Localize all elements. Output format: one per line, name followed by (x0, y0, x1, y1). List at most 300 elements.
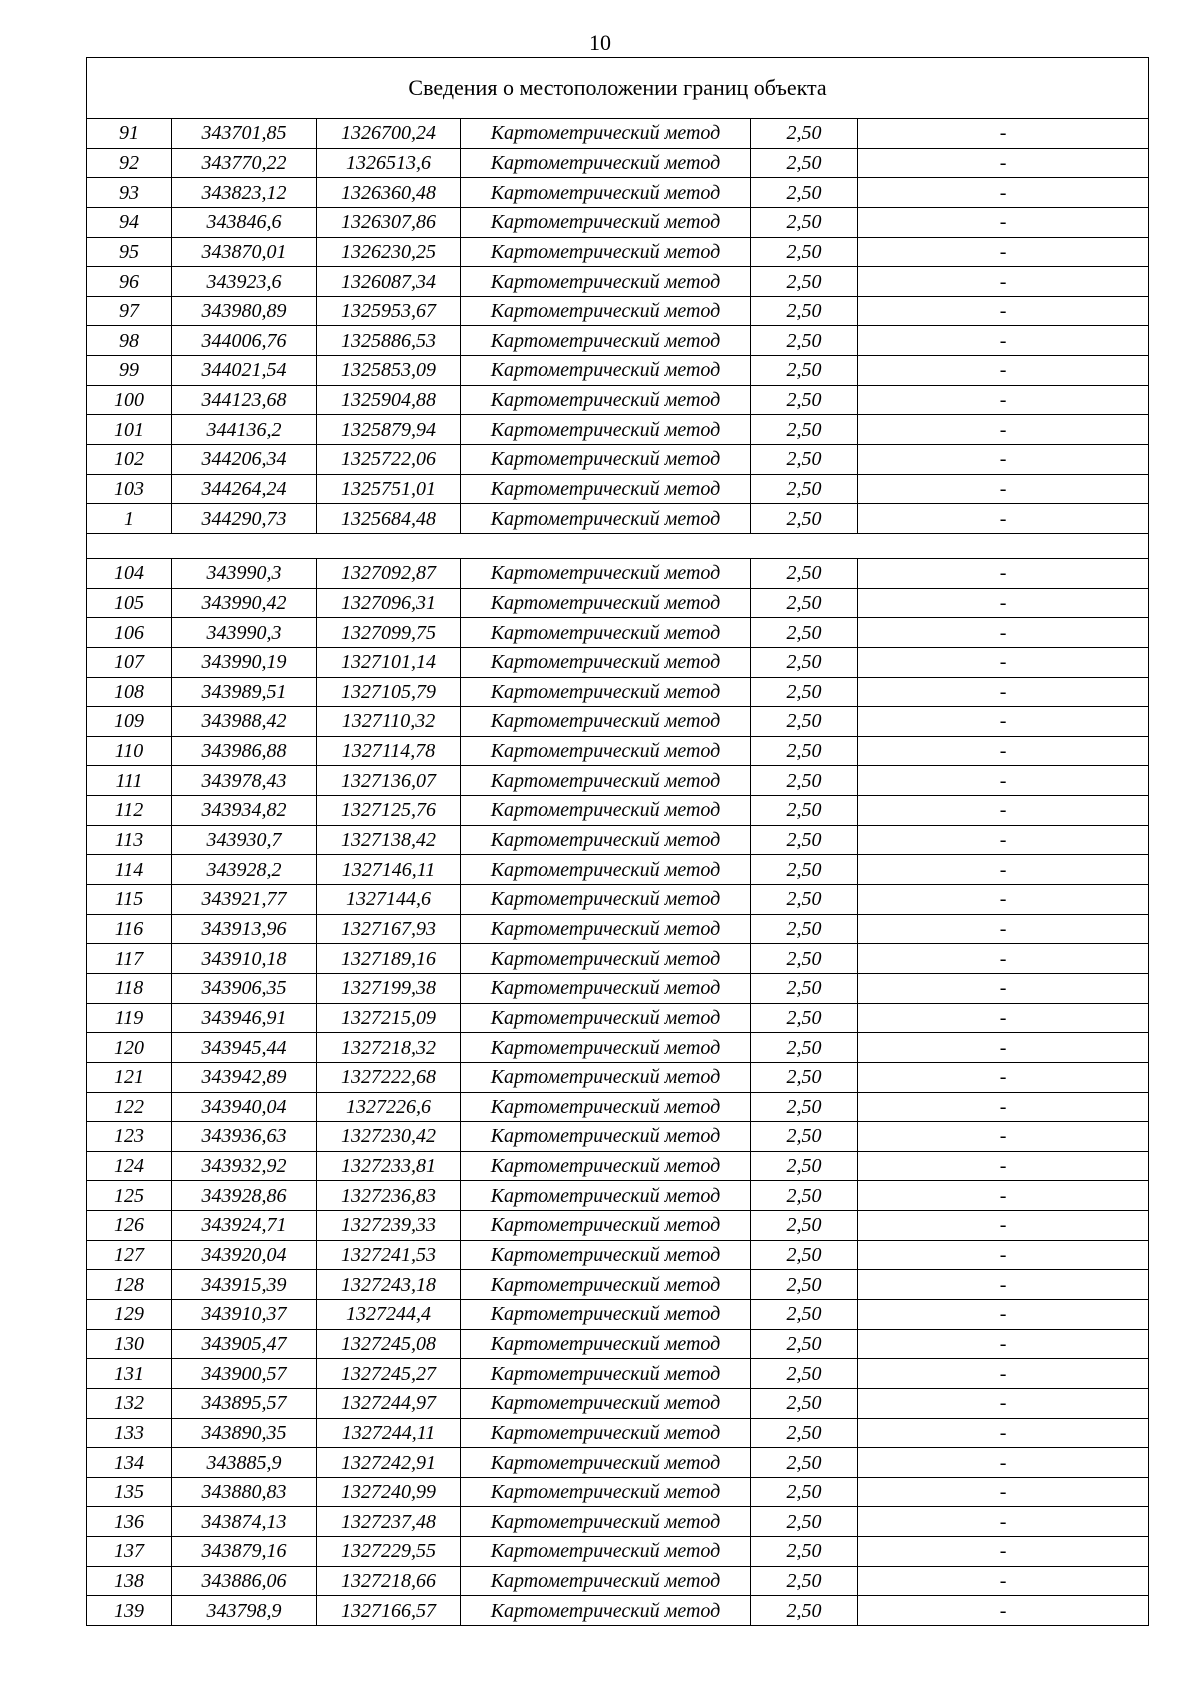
y-coordinate-cell: 1326513,6 (317, 148, 461, 178)
x-coordinate-cell: 343879,16 (172, 1537, 317, 1567)
point-number-cell: 125 (87, 1181, 172, 1211)
accuracy-cell: 2,50 (751, 237, 858, 267)
description-cell: - (858, 944, 1149, 974)
table-title-row (87, 58, 1149, 119)
table-row (87, 825, 1149, 855)
x-coordinate-cell: 343936,63 (172, 1122, 317, 1152)
method-cell: Картометрический метод (461, 1477, 751, 1507)
description-cell: - (858, 1062, 1149, 1092)
point-number-cell: 100 (87, 385, 172, 415)
method-cell: Картометрический метод (461, 707, 751, 737)
x-coordinate-cell: 343986,88 (172, 736, 317, 766)
method-cell: Картометрический метод (461, 618, 751, 648)
accuracy-cell: 2,50 (751, 1122, 858, 1152)
point-number-cell: 126 (87, 1211, 172, 1241)
table-row (87, 914, 1149, 944)
x-coordinate-cell: 343880,83 (172, 1477, 317, 1507)
group-separator-cell (87, 533, 1149, 558)
x-coordinate-cell: 343895,57 (172, 1388, 317, 1418)
x-coordinate-cell: 343900,57 (172, 1359, 317, 1389)
accuracy-cell: 2,50 (751, 1388, 858, 1418)
accuracy-cell: 2,50 (751, 445, 858, 475)
point-number-cell: 130 (87, 1329, 172, 1359)
method-cell: Картометрический метод (461, 119, 751, 149)
table-title: Сведения о местоположении границ объекта (87, 58, 1149, 119)
point-number-cell: 115 (87, 885, 172, 915)
x-coordinate-cell: 343932,92 (172, 1151, 317, 1181)
y-coordinate-cell: 1327092,87 (317, 558, 461, 588)
y-coordinate-cell: 1327105,79 (317, 677, 461, 707)
description-cell: - (858, 356, 1149, 386)
description-cell: - (858, 1477, 1149, 1507)
accuracy-cell: 2,50 (751, 914, 858, 944)
y-coordinate-cell: 1325722,06 (317, 445, 461, 475)
point-number-cell: 122 (87, 1092, 172, 1122)
y-coordinate-cell: 1327245,08 (317, 1329, 461, 1359)
method-cell: Картометрический метод (461, 647, 751, 677)
y-coordinate-cell: 1327230,42 (317, 1122, 461, 1152)
point-number-cell: 139 (87, 1596, 172, 1626)
description-cell: - (858, 677, 1149, 707)
point-number-cell: 112 (87, 796, 172, 826)
method-cell: Картометрический метод (461, 1448, 751, 1478)
y-coordinate-cell: 1326307,86 (317, 207, 461, 237)
method-cell: Картометрический метод (461, 677, 751, 707)
point-number-cell: 97 (87, 296, 172, 326)
accuracy-cell: 2,50 (751, 474, 858, 504)
method-cell: Картометрический метод (461, 1537, 751, 1567)
accuracy-cell: 2,50 (751, 1270, 858, 1300)
table-body (87, 58, 1149, 1626)
y-coordinate-cell: 1327229,55 (317, 1537, 461, 1567)
table-row (87, 558, 1149, 588)
accuracy-cell: 2,50 (751, 1329, 858, 1359)
table-row (87, 237, 1149, 267)
table-row (87, 1181, 1149, 1211)
x-coordinate-cell: 343989,51 (172, 677, 317, 707)
point-number-cell: 137 (87, 1537, 172, 1567)
method-cell: Картометрический метод (461, 178, 751, 208)
table-row (87, 1033, 1149, 1063)
y-coordinate-cell: 1326360,48 (317, 178, 461, 208)
table-row (87, 385, 1149, 415)
point-number-cell: 114 (87, 855, 172, 885)
accuracy-cell: 2,50 (751, 1507, 858, 1537)
table-row (87, 415, 1149, 445)
table-row (87, 326, 1149, 356)
table-row (87, 1448, 1149, 1478)
x-coordinate-cell: 343940,04 (172, 1092, 317, 1122)
method-cell: Картометрический метод (461, 1270, 751, 1300)
point-number-cell: 135 (87, 1477, 172, 1507)
description-cell: - (858, 973, 1149, 1003)
description-cell: - (858, 1329, 1149, 1359)
point-number-cell: 95 (87, 237, 172, 267)
y-coordinate-cell: 1327222,68 (317, 1062, 461, 1092)
y-coordinate-cell: 1327146,11 (317, 855, 461, 885)
x-coordinate-cell: 343923,6 (172, 267, 317, 297)
x-coordinate-cell: 343928,86 (172, 1181, 317, 1211)
x-coordinate-cell: 343846,6 (172, 207, 317, 237)
y-coordinate-cell: 1325886,53 (317, 326, 461, 356)
table-row (87, 1359, 1149, 1389)
accuracy-cell: 2,50 (751, 504, 858, 534)
table-row (87, 178, 1149, 208)
description-cell: - (858, 415, 1149, 445)
point-number-cell: 99 (87, 356, 172, 386)
description-cell: - (858, 445, 1149, 475)
table-row (87, 474, 1149, 504)
x-coordinate-cell: 343988,42 (172, 707, 317, 737)
y-coordinate-cell: 1327244,11 (317, 1418, 461, 1448)
x-coordinate-cell: 343905,47 (172, 1329, 317, 1359)
table-row (87, 618, 1149, 648)
method-cell: Картометрический метод (461, 1359, 751, 1389)
x-coordinate-cell: 343885,9 (172, 1448, 317, 1478)
method-cell: Картометрический метод (461, 855, 751, 885)
description-cell: - (858, 1122, 1149, 1152)
method-cell: Картометрический метод (461, 766, 751, 796)
point-number-cell: 105 (87, 588, 172, 618)
x-coordinate-cell: 343990,42 (172, 588, 317, 618)
point-number-cell: 111 (87, 766, 172, 796)
x-coordinate-cell: 343890,35 (172, 1418, 317, 1448)
point-number-cell: 101 (87, 415, 172, 445)
point-number-cell: 92 (87, 148, 172, 178)
method-cell: Картометрический метод (461, 1507, 751, 1537)
table-row (87, 707, 1149, 737)
method-cell: Картометрический метод (461, 415, 751, 445)
accuracy-cell: 2,50 (751, 944, 858, 974)
y-coordinate-cell: 1327215,09 (317, 1003, 461, 1033)
point-number-cell: 1 (87, 504, 172, 534)
y-coordinate-cell: 1327099,75 (317, 618, 461, 648)
table-row (87, 1388, 1149, 1418)
method-cell: Картометрический метод (461, 1388, 751, 1418)
accuracy-cell: 2,50 (751, 1477, 858, 1507)
x-coordinate-cell: 343823,12 (172, 178, 317, 208)
group-separator-row (87, 533, 1149, 558)
table-row (87, 267, 1149, 297)
method-cell: Картометрический метод (461, 588, 751, 618)
description-cell: - (858, 588, 1149, 618)
point-number-cell: 134 (87, 1448, 172, 1478)
table-row (87, 1566, 1149, 1596)
accuracy-cell: 2,50 (751, 1418, 858, 1448)
point-number-cell: 96 (87, 267, 172, 297)
y-coordinate-cell: 1327189,16 (317, 944, 461, 974)
x-coordinate-cell: 344123,68 (172, 385, 317, 415)
point-number-cell: 108 (87, 677, 172, 707)
method-cell: Картометрический метод (461, 973, 751, 1003)
method-cell: Картометрический метод (461, 1033, 751, 1063)
description-cell: - (858, 1270, 1149, 1300)
table-row (87, 796, 1149, 826)
accuracy-cell: 2,50 (751, 1240, 858, 1270)
y-coordinate-cell: 1327144,6 (317, 885, 461, 915)
y-coordinate-cell: 1327241,53 (317, 1240, 461, 1270)
x-coordinate-cell: 343913,96 (172, 914, 317, 944)
y-coordinate-cell: 1326087,34 (317, 267, 461, 297)
y-coordinate-cell: 1327199,38 (317, 973, 461, 1003)
x-coordinate-cell: 344006,76 (172, 326, 317, 356)
point-number-cell: 113 (87, 825, 172, 855)
y-coordinate-cell: 1325751,01 (317, 474, 461, 504)
table-row (87, 207, 1149, 237)
table-row (87, 504, 1149, 534)
accuracy-cell: 2,50 (751, 178, 858, 208)
y-coordinate-cell: 1327244,4 (317, 1299, 461, 1329)
accuracy-cell: 2,50 (751, 1596, 858, 1626)
x-coordinate-cell: 343990,3 (172, 558, 317, 588)
table-row (87, 1151, 1149, 1181)
x-coordinate-cell: 343928,2 (172, 855, 317, 885)
description-cell: - (858, 385, 1149, 415)
point-number-cell: 117 (87, 944, 172, 974)
method-cell: Картометрический метод (461, 1092, 751, 1122)
x-coordinate-cell: 343874,13 (172, 1507, 317, 1537)
point-number-cell: 136 (87, 1507, 172, 1537)
accuracy-cell: 2,50 (751, 1299, 858, 1329)
point-number-cell: 106 (87, 618, 172, 648)
x-coordinate-cell: 343921,77 (172, 885, 317, 915)
table-row (87, 1329, 1149, 1359)
accuracy-cell: 2,50 (751, 385, 858, 415)
accuracy-cell: 2,50 (751, 855, 858, 885)
table-row (87, 885, 1149, 915)
table-row (87, 973, 1149, 1003)
y-coordinate-cell: 1327245,27 (317, 1359, 461, 1389)
accuracy-cell: 2,50 (751, 558, 858, 588)
point-number-cell: 116 (87, 914, 172, 944)
accuracy-cell: 2,50 (751, 1003, 858, 1033)
method-cell: Картометрический метод (461, 356, 751, 386)
table-row (87, 647, 1149, 677)
method-cell: Картометрический метод (461, 1566, 751, 1596)
accuracy-cell: 2,50 (751, 1062, 858, 1092)
point-number-cell: 127 (87, 1240, 172, 1270)
point-number-cell: 110 (87, 736, 172, 766)
description-cell: - (858, 1507, 1149, 1537)
table-row (87, 356, 1149, 386)
description-cell: - (858, 474, 1149, 504)
x-coordinate-cell: 343990,3 (172, 618, 317, 648)
description-cell: - (858, 1092, 1149, 1122)
description-cell: - (858, 1388, 1149, 1418)
method-cell: Картометрический метод (461, 885, 751, 915)
x-coordinate-cell: 343990,19 (172, 647, 317, 677)
point-number-cell: 129 (87, 1299, 172, 1329)
accuracy-cell: 2,50 (751, 1092, 858, 1122)
y-coordinate-cell: 1327096,31 (317, 588, 461, 618)
method-cell: Картометрический метод (461, 207, 751, 237)
point-number-cell: 94 (87, 207, 172, 237)
description-cell: - (858, 558, 1149, 588)
x-coordinate-cell: 343870,01 (172, 237, 317, 267)
description-cell: - (858, 1003, 1149, 1033)
method-cell: Картометрический метод (461, 237, 751, 267)
table-row (87, 677, 1149, 707)
table-row (87, 1507, 1149, 1537)
x-coordinate-cell: 343942,89 (172, 1062, 317, 1092)
y-coordinate-cell: 1327110,32 (317, 707, 461, 737)
y-coordinate-cell: 1325953,67 (317, 296, 461, 326)
table-row (87, 855, 1149, 885)
y-coordinate-cell: 1327138,42 (317, 825, 461, 855)
accuracy-cell: 2,50 (751, 618, 858, 648)
table-row (87, 736, 1149, 766)
y-coordinate-cell: 1326230,25 (317, 237, 461, 267)
method-cell: Картометрический метод (461, 1062, 751, 1092)
accuracy-cell: 2,50 (751, 1566, 858, 1596)
x-coordinate-cell: 343980,89 (172, 296, 317, 326)
table-row (87, 1418, 1149, 1448)
accuracy-cell: 2,50 (751, 588, 858, 618)
x-coordinate-cell: 344021,54 (172, 356, 317, 386)
y-coordinate-cell: 1327237,48 (317, 1507, 461, 1537)
point-number-cell: 102 (87, 445, 172, 475)
point-number-cell: 119 (87, 1003, 172, 1033)
y-coordinate-cell: 1325684,48 (317, 504, 461, 534)
point-number-cell: 138 (87, 1566, 172, 1596)
x-coordinate-cell: 343978,43 (172, 766, 317, 796)
method-cell: Картометрический метод (461, 825, 751, 855)
point-number-cell: 98 (87, 326, 172, 356)
table-row (87, 766, 1149, 796)
accuracy-cell: 2,50 (751, 796, 858, 826)
y-coordinate-cell: 1327218,66 (317, 1566, 461, 1596)
y-coordinate-cell: 1325879,94 (317, 415, 461, 445)
x-coordinate-cell: 343906,35 (172, 973, 317, 1003)
description-cell: - (858, 504, 1149, 534)
y-coordinate-cell: 1327114,78 (317, 736, 461, 766)
y-coordinate-cell: 1327239,33 (317, 1211, 461, 1241)
accuracy-cell: 2,50 (751, 707, 858, 737)
x-coordinate-cell: 344206,34 (172, 445, 317, 475)
accuracy-cell: 2,50 (751, 1211, 858, 1241)
point-number-cell: 124 (87, 1151, 172, 1181)
x-coordinate-cell: 343915,39 (172, 1270, 317, 1300)
table-row (87, 1003, 1149, 1033)
description-cell: - (858, 855, 1149, 885)
x-coordinate-cell: 344290,73 (172, 504, 317, 534)
description-cell: - (858, 914, 1149, 944)
accuracy-cell: 2,50 (751, 1033, 858, 1063)
table-row (87, 1596, 1149, 1626)
description-cell: - (858, 1448, 1149, 1478)
method-cell: Картометрический метод (461, 385, 751, 415)
table-row (87, 119, 1149, 149)
x-coordinate-cell: 344264,24 (172, 474, 317, 504)
point-number-cell: 93 (87, 178, 172, 208)
accuracy-cell: 2,50 (751, 736, 858, 766)
description-cell: - (858, 618, 1149, 648)
description-cell: - (858, 825, 1149, 855)
y-coordinate-cell: 1327136,07 (317, 766, 461, 796)
x-coordinate-cell: 343934,82 (172, 796, 317, 826)
description-cell: - (858, 296, 1149, 326)
point-number-cell: 132 (87, 1388, 172, 1418)
point-number-cell: 121 (87, 1062, 172, 1092)
description-cell: - (858, 119, 1149, 149)
table-row (87, 1211, 1149, 1241)
description-cell: - (858, 766, 1149, 796)
description-cell: - (858, 267, 1149, 297)
method-cell: Картометрический метод (461, 558, 751, 588)
method-cell: Картометрический метод (461, 474, 751, 504)
y-coordinate-cell: 1327226,6 (317, 1092, 461, 1122)
method-cell: Картометрический метод (461, 1003, 751, 1033)
table-row (87, 148, 1149, 178)
accuracy-cell: 2,50 (751, 1448, 858, 1478)
description-cell: - (858, 1359, 1149, 1389)
method-cell: Картометрический метод (461, 1181, 751, 1211)
description-cell: - (858, 326, 1149, 356)
description-cell: - (858, 1566, 1149, 1596)
y-coordinate-cell: 1325904,88 (317, 385, 461, 415)
x-coordinate-cell: 343910,37 (172, 1299, 317, 1329)
description-cell: - (858, 178, 1149, 208)
method-cell: Картометрический метод (461, 445, 751, 475)
x-coordinate-cell: 343945,44 (172, 1033, 317, 1063)
accuracy-cell: 2,50 (751, 677, 858, 707)
x-coordinate-cell: 343886,06 (172, 1566, 317, 1596)
table-row (87, 1537, 1149, 1567)
accuracy-cell: 2,50 (751, 825, 858, 855)
accuracy-cell: 2,50 (751, 356, 858, 386)
point-number-cell: 123 (87, 1122, 172, 1152)
table-row (87, 445, 1149, 475)
method-cell: Картометрический метод (461, 1329, 751, 1359)
description-cell: - (858, 1240, 1149, 1270)
accuracy-cell: 2,50 (751, 326, 858, 356)
table-row (87, 1062, 1149, 1092)
point-number-cell: 107 (87, 647, 172, 677)
page-number: 10 (589, 30, 611, 55)
accuracy-cell: 2,50 (751, 296, 858, 326)
method-cell: Картометрический метод (461, 1418, 751, 1448)
description-cell: - (858, 1151, 1149, 1181)
method-cell: Картометрический метод (461, 1240, 751, 1270)
table-row (87, 1092, 1149, 1122)
y-coordinate-cell: 1327242,91 (317, 1448, 461, 1478)
accuracy-cell: 2,50 (751, 119, 858, 149)
x-coordinate-cell: 343920,04 (172, 1240, 317, 1270)
point-number-cell: 133 (87, 1418, 172, 1448)
y-coordinate-cell: 1325853,09 (317, 356, 461, 386)
accuracy-cell: 2,50 (751, 973, 858, 1003)
description-cell: - (858, 148, 1149, 178)
method-cell: Картометрический метод (461, 796, 751, 826)
x-coordinate-cell: 344136,2 (172, 415, 317, 445)
accuracy-cell: 2,50 (751, 885, 858, 915)
x-coordinate-cell: 343946,91 (172, 1003, 317, 1033)
method-cell: Картометрический метод (461, 1299, 751, 1329)
point-number-cell: 120 (87, 1033, 172, 1063)
description-cell: - (858, 237, 1149, 267)
x-coordinate-cell: 343930,7 (172, 825, 317, 855)
description-cell: - (858, 647, 1149, 677)
accuracy-cell: 2,50 (751, 766, 858, 796)
accuracy-cell: 2,50 (751, 1151, 858, 1181)
point-number-cell: 104 (87, 558, 172, 588)
accuracy-cell: 2,50 (751, 1181, 858, 1211)
table-row (87, 944, 1149, 974)
description-cell: - (858, 707, 1149, 737)
accuracy-cell: 2,50 (751, 1359, 858, 1389)
table-row (87, 1122, 1149, 1152)
method-cell: Картометрический метод (461, 1596, 751, 1626)
